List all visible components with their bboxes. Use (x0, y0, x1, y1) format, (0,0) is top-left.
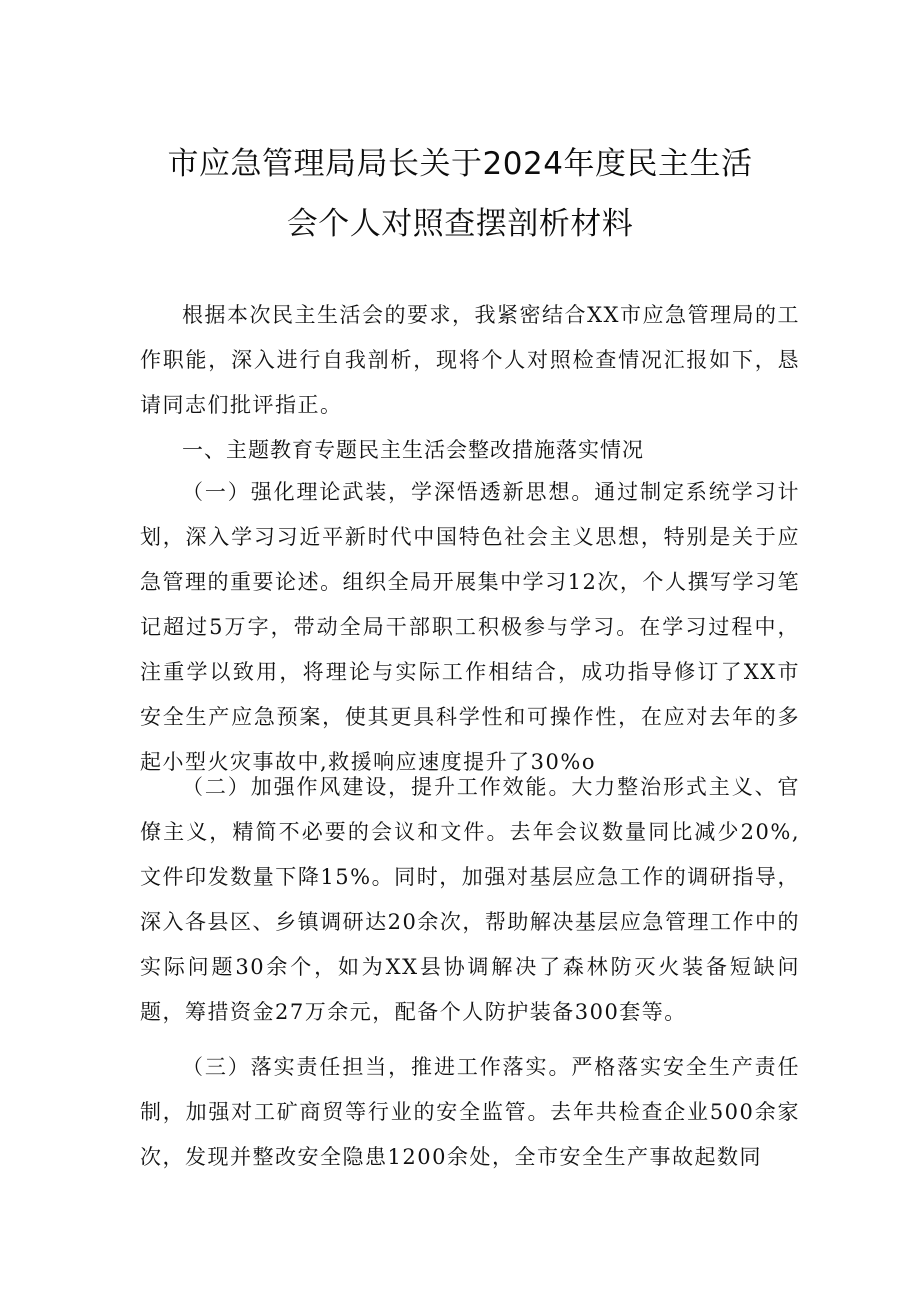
document-title-line-2: 会个人对照查摆剖析材料 (286, 206, 634, 242)
document-title-line-1: 市应急管理局局长关于2024年度民主生活 (167, 146, 753, 182)
intro-paragraph: 根据本次民主生活会的要求，我紧密结合XX市应急管理局的工作职能，深入进行自我剖析，现将个人对照检查情况汇报如下，恳请同志们批评指正。 (140, 303, 800, 417)
paragraph-1: （一）强化理论武装，学深悟透新思想。通过制定系统学习计划，深入学习习近平新时代中国特色社会主义思想，特别是关于应急管理的重要论述。组织全局开展集中学习12次，个人撰写学习笔记超过5万字，带动全局干部职工积极参与学习。在学习过程中，注重学以致用，将理论与实际工作相结合，成功指导修订了XX市安全生产应急预案，使其更具科学性和可操作性，在应对去年的多起小型火灾事故中,救援响应速度提升了30%o (140, 480, 800, 774)
section-heading-1: 一、主题教育专题民主生活会整改措施落实情况 (182, 438, 644, 462)
paragraph-3: （三）落实责任担当，推进工作落实。严格落实安全生产责任制，加强对工矿商贸等行业的安全监管。去年共检查企业500余家次，发现并整改安全隐患1200余处，全市安全生产事故起数同 (140, 1055, 800, 1169)
paragraph-2: （二）加强作风建设，提升工作效能。大力整治形式主义、官僚主义，精简不必要的会议和文件。去年会议数量同比减少20%,文件印发数量下降15%。同时，加强对基层应急工作的调研指导，深入各县区、乡镇调研达20余次，帮助解决基层应急管理工作中的实际问题30余个，如为XX县协调解决了森林防灭火装备短缺问题，筹措资金27万余元，配备个人防护装备300套等。 (140, 775, 800, 1024)
